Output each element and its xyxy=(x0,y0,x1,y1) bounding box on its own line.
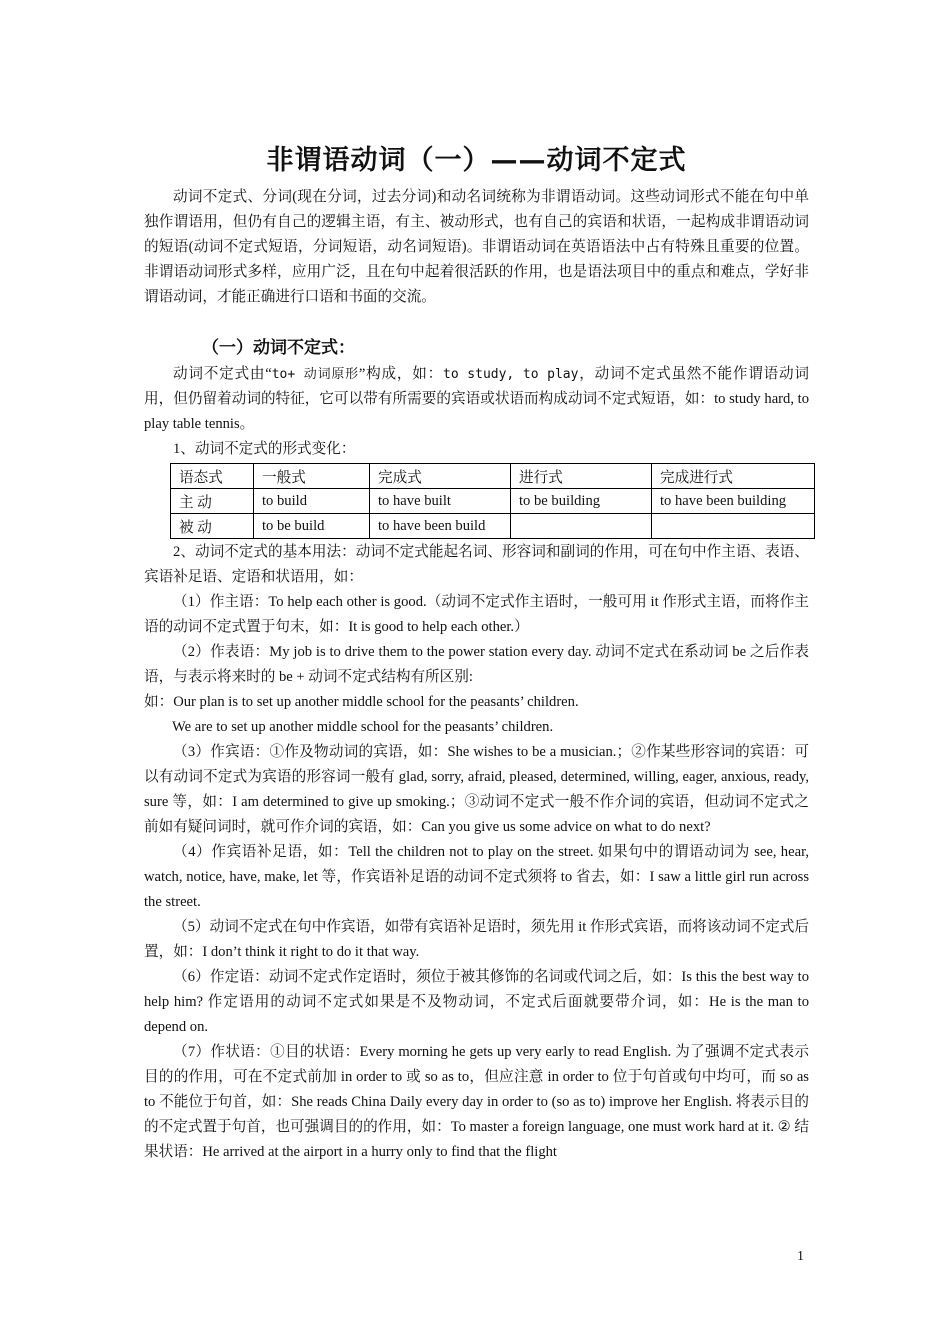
table-header-cell: 语态式 xyxy=(171,464,254,489)
usage-predicative-example-2: We are to set up another middle school for the peasants’ children. xyxy=(172,719,554,735)
document-page xyxy=(144,138,809,1165)
usage-subject: （1）作主语：To help each other is good.（动词不定式作主语时，一般可用 it 作形式主语，而将作主语的动词不定式置于句末，如：It is good to help each other.） xyxy=(144,594,809,635)
table-cell xyxy=(511,514,652,539)
definition-text-b: ”构成，如： xyxy=(358,366,444,382)
page-number: 1 xyxy=(797,1249,804,1264)
table-header-row xyxy=(171,464,815,489)
table-cell: to have been build xyxy=(370,514,511,539)
usage-object: （3）作宾语：①作及物动词的宾语，如：She wishes to be a musician.；②作某些形容词的宾语：可以有动词不定式为宾语的形容词一般有 glad, sorry, afraid, pleased, determined, willing, eager, anxious, ready, sure 等，如：I am determined to give up smoking.；③动词不定式一般不作介词的宾语，但动词不定式之前如有疑问词时，就可作介词的宾语，如：Can you give us some advice on what to do next? xyxy=(144,744,809,835)
table-cell: 被 动 xyxy=(171,514,254,539)
table-header-cell: 一般式 xyxy=(254,464,370,489)
definition-paragraph xyxy=(144,362,809,437)
usage-adverbial: （7）作状语：①目的状语：Every morning he gets up very early to read English. 为了强调不定式表示目的的作用，可在不定式前加 in order to 或 so as to，但应注意 in order to 位于句首或句中均可，而 so as to 不能位于句首，如：She reads China Daily every day in order to (so as to) improve her English. 将表示目的的不定式置于句首，也可强调目的的作用，如：To master a foreign language, one must work hard at it. ② 结果状语：He arrived at the airport in a hurry only to find that the flight xyxy=(144,1044,809,1160)
section-heading: （一）动词不定式： xyxy=(202,338,355,358)
intro-paragraph: 动词不定式、分词(现在分词，过去分词)和动名词统称为非谓语动词。这些动词形式不能在句中单独作谓语用，但仍有自己的逻辑主语，有主、被动形式，也有自己的宾语和状语，一起构成非谓语动词的短语(动词不定式短语，分词短语，动名词短语)。非谓语动词在英语语法中占有特殊且重要的位置。非谓语动词形式多样，应用广泛，且在句中起着很活跃的作用，也是语法项目中的重点和难点，学好非谓语动词，才能正确进行口语和书面的交流。 xyxy=(144,189,809,305)
usage-object-complement: （4）作宾语补足语，如：Tell the children not to play on the street. 如果句中的谓语动词为 see, hear, watch, notice, have, make, let 等，作宾语补足语的动词不定式须将 to 省去，如：I saw a little girl run across the street. xyxy=(144,844,809,910)
page-title: 非谓语动词（一）——动词不定式 xyxy=(266,145,687,176)
table-cell: to have been building xyxy=(652,489,815,514)
usage-attributive: （6）作定语：动词不定式作定语时，须位于被其修饰的名词或代词之后，如：Is this the best way to help him? 作定语用的动词不定式如果是不及物动词，不定式后面就要带介词，如：He is the man to depend on. xyxy=(144,969,809,1035)
table-row xyxy=(171,489,815,514)
table-cell: to build xyxy=(254,489,370,514)
table-header-cell: 进行式 xyxy=(511,464,652,489)
usage-predicative-example-1: 如：Our plan is to set up another middle school for the peasants’ children. xyxy=(144,694,579,710)
definition-code-2: to study, to play xyxy=(443,367,579,382)
usage-formal-object: （5）动词不定式在句中作宾语，如带有宾语补足语时，须先用 it 作形式宾语，而将该动词不定式后置，如：I don’t think it right to do it that way. xyxy=(144,919,809,960)
table-header-cell: 完成进行式 xyxy=(652,464,815,489)
table-cell: to be build xyxy=(254,514,370,539)
definition-text-a: 动词不定式由“ xyxy=(173,366,272,382)
table-cell xyxy=(652,514,815,539)
usage-title: 2、动词不定式的基本用法：动词不定式能起名词、形容词和副词的作用，可在句中作主语、表语、宾语补足语、定语和状语用，如： xyxy=(144,544,809,585)
table-header-cell: 完成式 xyxy=(370,464,511,489)
usage-predicative: （2）作表语：My job is to drive them to the power station every day. 动词不定式在系动词 be 之后作表语，与表示将来时的 be + 动词不定式结构有所区别: xyxy=(144,644,809,685)
table-cell: 主 动 xyxy=(171,489,254,514)
definition-code-1: to+ 动词原形 xyxy=(271,367,359,382)
forms-title: 1、动词不定式的形式变化： xyxy=(173,441,356,457)
table-row xyxy=(171,514,815,539)
table-cell: to have built xyxy=(370,489,511,514)
table-cell: to be building xyxy=(511,489,652,514)
forms-table xyxy=(170,463,815,539)
definition-text-c: ，动词不定式虽然不能作谓语动词用，但仍留着动词的特征，它可以带有所需要的宾语或状语而构成动词不定式短语，如：to study hard, to play table tennis。 xyxy=(144,366,810,432)
